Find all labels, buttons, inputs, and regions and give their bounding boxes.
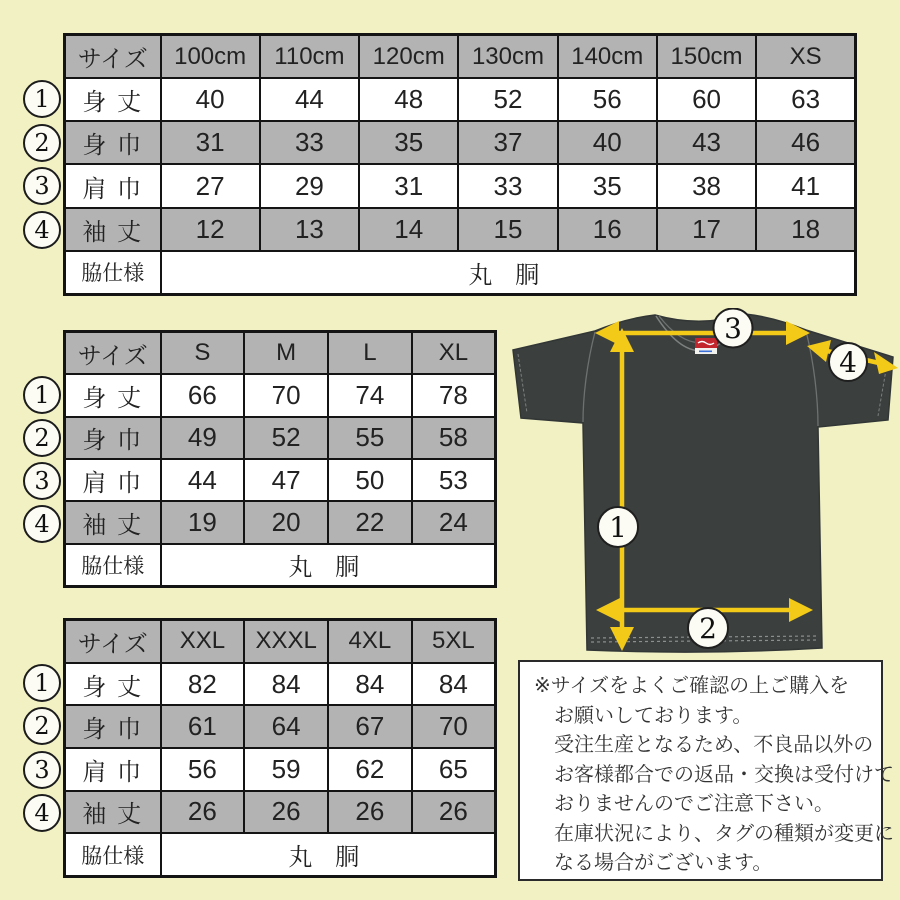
measure-label-cell: 袖 丈 [65,208,161,251]
notes-line: 在庫状況により、タグの種類が変更に [554,822,894,845]
measure-label-cell: 肩 巾 [65,459,161,501]
size-column-header: S [161,332,245,375]
tshirt-measurement-diagram [505,308,900,662]
measure-value-cell: 67 [328,705,412,748]
measure-value-cell: 63 [756,78,855,121]
size-table-grid-adult [63,330,497,588]
measure-value-cell: 53 [412,459,496,501]
side-spec-row [65,251,856,295]
measure-value-cell: 26 [328,791,412,834]
measure-row [65,374,496,416]
size-table-adult [34,330,497,588]
side-spec-value-cell: 丸 胴 [161,251,856,295]
measure-value-cell: 84 [244,663,328,706]
measure-value-cell: 47 [244,459,328,501]
size-column-header: XXXL [244,620,328,663]
measure-row [65,459,496,501]
measure-value-cell: 46 [756,121,855,164]
measure-value-cell: 74 [328,374,412,416]
size-column-header: XS [756,35,855,79]
measure-value-cell: 35 [359,121,458,164]
measure-row [65,78,856,121]
notes-line: おりませんのでご注意下さい。 [554,793,834,815]
size-table-kids [34,33,857,296]
row-marker-2-icon: 2 [23,707,61,745]
measure-value-cell: 60 [657,78,756,121]
measure-value-cell: 37 [458,121,557,164]
measure-value-cell: 20 [244,501,328,543]
marker-1-label: 1 [609,511,627,544]
size-table-big [34,618,497,878]
notes-line: なる場合がございます。 [554,852,773,874]
measure-value-cell: 44 [260,78,359,121]
size-header-cell: サイズ [65,35,161,79]
measure-value-cell: 17 [657,208,756,251]
measure-value-cell: 52 [244,417,328,459]
measure-label-cell: 袖 丈 [65,791,161,834]
measure-label-cell: 身 巾 [65,705,161,748]
measure-value-cell: 33 [260,121,359,164]
measure-value-cell: 26 [412,791,496,834]
measure-value-cell: 26 [161,791,245,834]
measure-value-cell: 58 [412,417,496,459]
row-marker-3-icon: 3 [23,167,61,205]
measure-row [65,501,496,543]
measure-value-cell: 16 [558,208,657,251]
row-marker-2-icon: 2 [23,124,61,162]
row-marker-1-icon: 1 [23,80,61,118]
measure-label-cell: 肩 巾 [65,164,161,207]
measure-row [65,417,496,459]
row-marker-1-icon: 1 [23,376,61,414]
side-spec-row [65,833,496,876]
measure-row [65,208,856,251]
size-table-grid-big [63,618,497,878]
row-marker-2-icon: 2 [23,419,61,457]
measure-value-cell: 27 [161,164,260,207]
measure-label-cell: 肩 巾 [65,748,161,791]
measure-value-cell: 41 [756,164,855,207]
measure-value-cell: 50 [328,459,412,501]
notes-line: 受注生産となるため、不良品以外の [554,734,874,756]
measure-value-cell: 13 [260,208,359,251]
row-marker-4-icon: 4 [23,211,61,249]
measure-value-cell: 22 [328,501,412,543]
measure-value-cell: 18 [756,208,855,251]
size-column-header: 110cm [260,35,359,79]
marker-3-label: 3 [724,312,742,345]
measure-value-cell: 65 [412,748,496,791]
measure-value-cell: 56 [558,78,657,121]
size-column-header: 5XL [412,620,496,663]
side-spec-value-cell: 丸 胴 [161,544,496,587]
measure-value-cell: 84 [328,663,412,706]
notes-line: お客様都合での返品・交換は受付けて [554,763,894,786]
measure-value-cell: 52 [458,78,557,121]
header-row [65,620,496,663]
measure-value-cell: 31 [359,164,458,207]
measure-value-cell: 84 [412,663,496,706]
side-spec-row [65,544,496,587]
header-row [65,332,496,375]
measure-value-cell: 19 [161,501,245,543]
measure-label-cell: 身 丈 [65,78,161,121]
tshirt-figure [505,308,900,662]
measure-row [65,791,496,834]
measure-value-cell: 35 [558,164,657,207]
measure-value-cell: 62 [328,748,412,791]
measure-value-cell: 61 [161,705,245,748]
measure-label-cell: 身 巾 [65,417,161,459]
measure-value-cell: 14 [359,208,458,251]
measure-value-cell: 12 [161,208,260,251]
size-header-cell: サイズ [65,332,161,375]
size-column-header: XL [412,332,496,375]
measure-value-cell: 38 [657,164,756,207]
side-spec-value-cell: 丸 胴 [161,833,496,876]
size-column-header: 100cm [161,35,260,79]
side-spec-label-cell: 脇仕様 [65,251,161,295]
measure-value-cell: 70 [412,705,496,748]
row-marker-4-icon: 4 [23,794,61,832]
measure-label-cell: 身 丈 [65,663,161,706]
measure-value-cell: 24 [412,501,496,543]
row-marker-1-icon: 1 [23,664,61,702]
measure-label-cell: 袖 丈 [65,501,161,543]
measure-row [65,663,496,706]
measure-value-cell: 43 [657,121,756,164]
measure-value-cell: 66 [161,374,245,416]
measure-row [65,164,856,207]
measure-value-cell: 29 [260,164,359,207]
measure-label-cell: 身 丈 [65,374,161,416]
row-marker-4-icon: 4 [23,505,61,543]
side-spec-label-cell: 脇仕様 [65,833,161,876]
size-column-header: M [244,332,328,375]
measure-value-cell: 59 [244,748,328,791]
measure-value-cell: 48 [359,78,458,121]
measure-value-cell: 26 [244,791,328,834]
measure-row [65,121,856,164]
measure-value-cell: 82 [161,663,245,706]
measure-value-cell: 40 [558,121,657,164]
measure-label-cell: 身 巾 [65,121,161,164]
measure-value-cell: 40 [161,78,260,121]
measure-value-cell: 49 [161,417,245,459]
measure-value-cell: 15 [458,208,557,251]
neck-tag-icon [695,338,717,354]
size-header-cell: サイズ [65,620,161,663]
marker-2-label: 2 [699,612,717,645]
measure-value-cell: 70 [244,374,328,416]
side-spec-label-cell: 脇仕様 [65,544,161,587]
purchase-notes-box [518,660,894,881]
measure-value-cell: 44 [161,459,245,501]
measure-value-cell: 31 [161,121,260,164]
size-column-header: 140cm [558,35,657,79]
notes-line: お願いしております。 [554,704,753,727]
measure-value-cell: 64 [244,705,328,748]
size-column-header: 4XL [328,620,412,663]
size-column-header: 130cm [458,35,557,79]
measure-row [65,748,496,791]
measure-value-cell: 33 [458,164,557,207]
notes-line: ※サイズをよくご確認の上ご購入を [534,675,850,697]
row-marker-3-icon: 3 [23,462,61,500]
size-column-header: 150cm [657,35,756,79]
measure-row [65,705,496,748]
header-row [65,35,856,79]
size-column-header: 120cm [359,35,458,79]
size-column-header: L [328,332,412,375]
marker-4-label: 4 [839,346,857,379]
measure-value-cell: 55 [328,417,412,459]
size-column-header: XXL [161,620,245,663]
row-marker-3-icon: 3 [23,751,61,789]
measure-value-cell: 56 [161,748,245,791]
measure-value-cell: 78 [412,374,496,416]
size-table-grid-kids [63,33,857,296]
